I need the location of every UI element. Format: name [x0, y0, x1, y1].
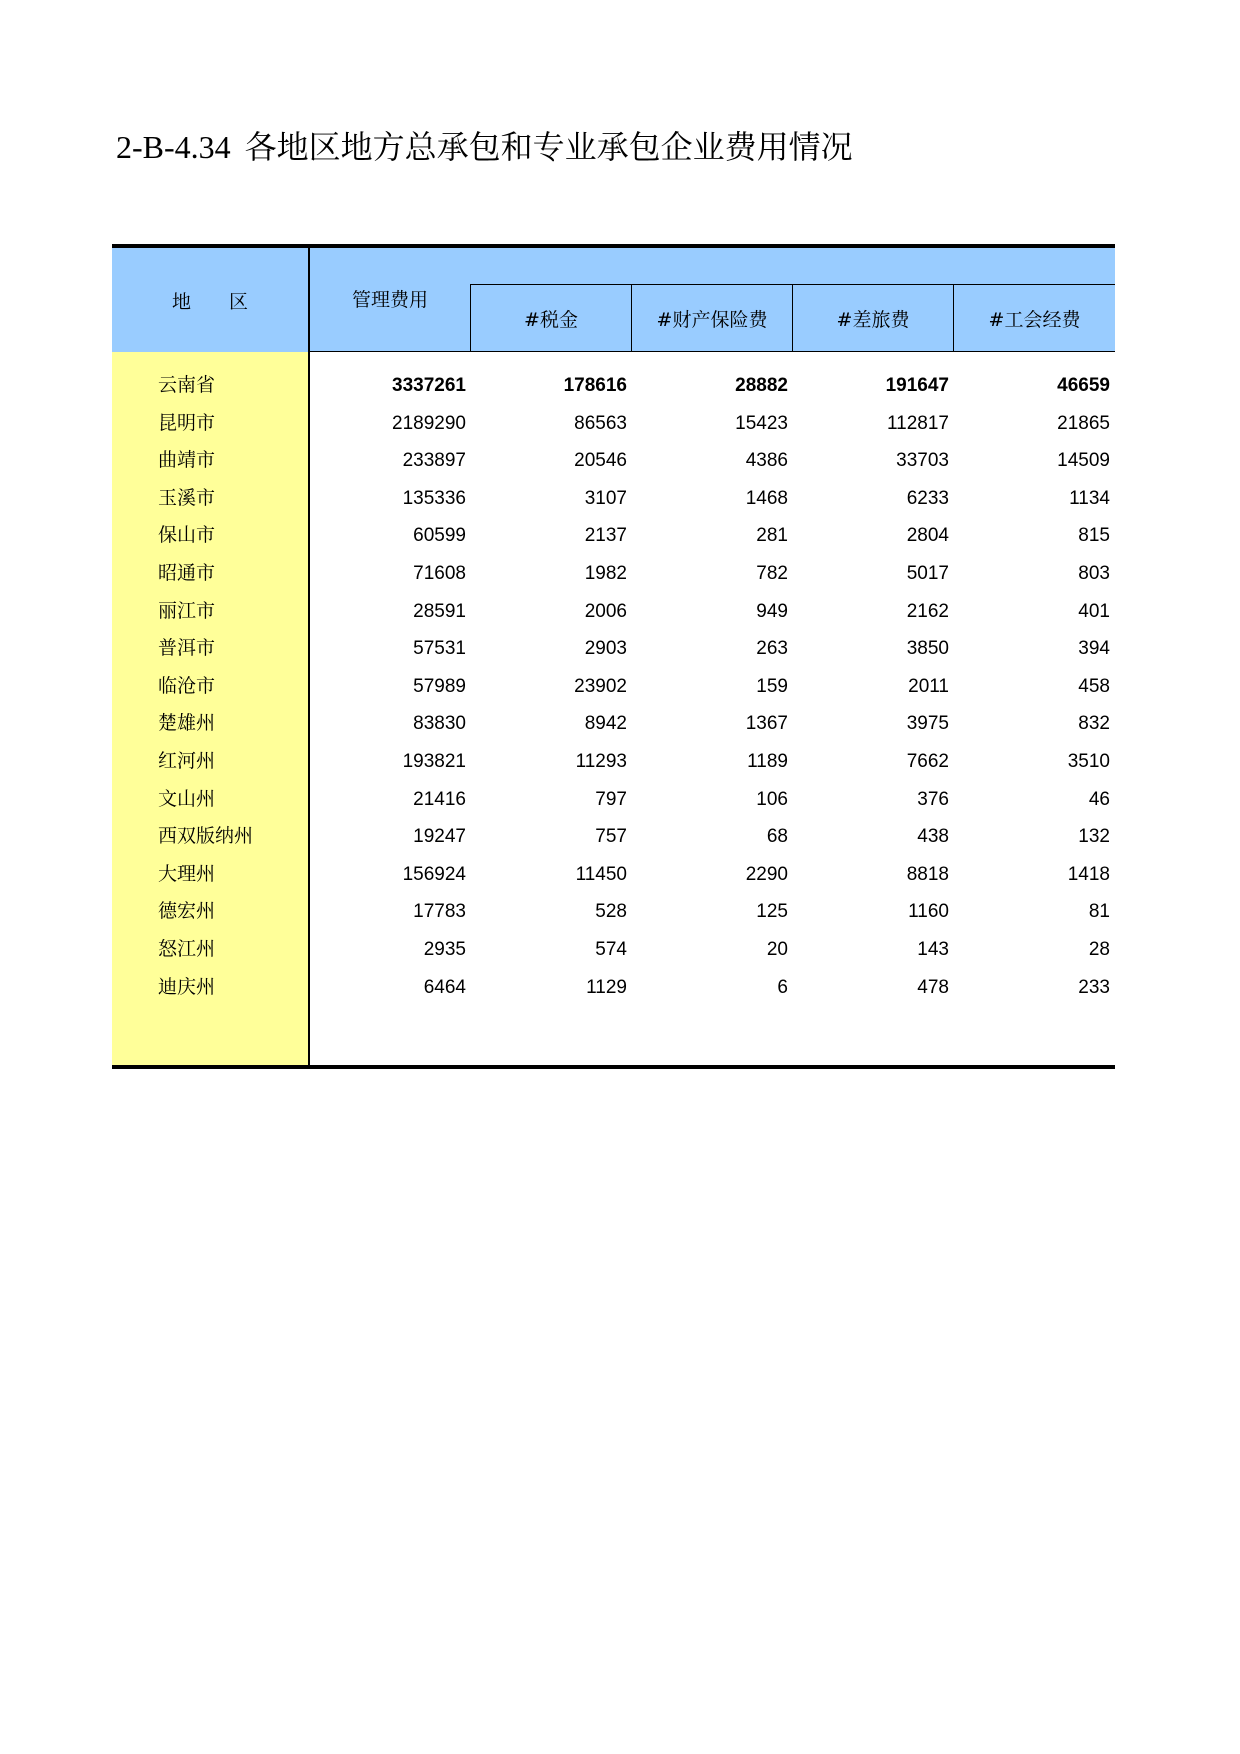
cell-insurance: 159 [756, 675, 788, 697]
table-row [112, 818, 1115, 856]
cell-management: 6464 [423, 976, 466, 998]
cell-union: 815 [1078, 525, 1110, 547]
cell-management: 57531 [413, 638, 466, 660]
cell-travel: 2011 [908, 675, 949, 697]
region-name: 玉溪市 [158, 486, 216, 509]
region-name: 迪庆州 [158, 975, 216, 998]
cell-union: 401 [1078, 600, 1110, 622]
cell-tax: 1982 [584, 563, 627, 584]
cell-travel: 1160 [908, 901, 949, 923]
cell-union: 803 [1078, 563, 1110, 584]
cell-union: 3510 [1067, 751, 1110, 772]
cell-insurance: 2290 [745, 863, 788, 885]
cell-insurance: 4386 [745, 450, 788, 472]
cell-union: 81 [1088, 901, 1110, 923]
region-name: 丽江市 [158, 599, 216, 622]
table-row [112, 517, 1115, 555]
table-row [112, 442, 1115, 480]
cell-union: 233 [1078, 976, 1110, 998]
table-row [112, 668, 1115, 706]
table-row [112, 969, 1115, 1007]
region-name: 普洱市 [158, 637, 216, 660]
cell-management: 83830 [413, 713, 466, 735]
cell-union: 28 [1088, 939, 1110, 960]
region-name: 文山州 [158, 787, 216, 810]
data-table [112, 244, 1115, 1069]
cell-insurance: 106 [756, 788, 788, 810]
cell-tax: 23902 [574, 675, 627, 697]
cell-travel: 112817 [887, 412, 949, 434]
table-row [112, 743, 1115, 781]
cell-management: 193821 [402, 751, 466, 772]
region-name: 楚雄州 [158, 712, 216, 735]
cell-insurance: 68 [766, 826, 788, 848]
cell-insurance: 6 [777, 976, 788, 998]
cell-travel: 191647 [885, 375, 949, 396]
cell-insurance: 782 [756, 563, 788, 584]
region-name: 德宏州 [158, 900, 216, 923]
cell-insurance: 20 [766, 939, 788, 960]
cell-management: 156924 [402, 863, 466, 885]
table-row [112, 705, 1115, 743]
cell-insurance: 28882 [735, 375, 788, 396]
cell-management: 233897 [402, 450, 466, 472]
cell-travel: 8818 [906, 863, 949, 885]
cell-tax: 2903 [584, 638, 627, 660]
cell-insurance: 281 [756, 525, 788, 547]
cell-insurance: 125 [756, 901, 788, 923]
cell-management: 2189290 [392, 412, 466, 434]
cell-management: 21416 [413, 788, 466, 810]
region-name: 云南省 [158, 374, 216, 396]
region-name: 曲靖市 [158, 449, 216, 472]
cell-travel: 3850 [906, 638, 949, 660]
region-name: 红河州 [158, 750, 216, 772]
cell-insurance: 1367 [745, 713, 788, 735]
cell-union: 21865 [1057, 412, 1110, 434]
table-row [112, 593, 1115, 631]
cell-travel: 7662 [906, 751, 949, 772]
cell-insurance: 1468 [745, 487, 788, 509]
cell-management: 60599 [413, 525, 466, 547]
table-row-total [112, 367, 1115, 405]
cell-travel: 2162 [906, 600, 949, 622]
cell-travel: 376 [917, 788, 949, 810]
cell-insurance: 949 [756, 600, 788, 622]
cell-tax: 3107 [584, 487, 627, 509]
cell-management: 2935 [423, 939, 466, 960]
cell-union: 1418 [1067, 863, 1110, 885]
region-name: 昆明市 [158, 411, 216, 434]
table-title-text: 各地区地方总承包和专业承包企业费用情况 [244, 129, 853, 165]
cell-tax: 1129 [586, 976, 627, 998]
cell-travel: 6233 [906, 487, 949, 509]
header-property-insurance: #财产保险费 [631, 284, 792, 352]
table-row [112, 781, 1115, 819]
cell-travel: 2804 [906, 525, 949, 547]
region-name: 怒江州 [158, 938, 216, 960]
region-name: 昭通市 [158, 562, 216, 584]
cell-union: 132 [1078, 826, 1110, 848]
table-bottom-rule [112, 1065, 1115, 1069]
table-row [112, 856, 1115, 894]
cell-union: 46659 [1057, 375, 1110, 396]
cell-management: 3337261 [392, 375, 466, 396]
cell-travel: 438 [917, 826, 949, 848]
cell-tax: 757 [595, 826, 627, 848]
table-row [112, 893, 1115, 931]
cell-tax: 797 [595, 788, 627, 810]
cell-tax: 11450 [575, 863, 627, 885]
page-title [116, 122, 853, 168]
cell-union: 832 [1078, 713, 1110, 735]
cell-tax: 178616 [563, 375, 627, 396]
cell-union: 394 [1078, 638, 1110, 660]
cell-tax: 8942 [584, 713, 627, 735]
cell-management: 28591 [413, 600, 466, 622]
cell-tax: 11293 [575, 751, 627, 772]
cell-insurance: 15423 [735, 412, 788, 434]
cell-tax: 2137 [584, 525, 627, 547]
table-row [112, 480, 1115, 518]
header-tax: #税金 [470, 284, 631, 352]
cell-tax: 574 [595, 939, 627, 960]
cell-tax: 2006 [584, 600, 627, 622]
region-name: 西双版纳州 [158, 825, 254, 848]
region-name: 大理州 [158, 862, 216, 885]
cell-travel: 5017 [906, 563, 949, 584]
cell-travel: 478 [917, 976, 949, 998]
region-name: 保山市 [158, 524, 216, 547]
header-management-fee: 管理费用 [351, 288, 428, 311]
cell-travel: 143 [917, 939, 949, 960]
cell-tax: 20546 [574, 450, 627, 472]
cell-union: 458 [1078, 675, 1110, 697]
cell-union: 14509 [1057, 450, 1110, 472]
cell-insurance: 263 [756, 638, 788, 660]
region-column-header: 地 区 [112, 248, 308, 352]
cell-management: 135336 [402, 487, 466, 509]
cell-management: 17783 [413, 901, 466, 923]
table-row [112, 405, 1115, 443]
table-code: 2-B-4.34 [116, 129, 231, 165]
cell-union: 46 [1088, 788, 1110, 810]
cell-tax: 528 [595, 901, 627, 923]
cell-management: 71608 [413, 563, 466, 584]
table-row [112, 555, 1115, 593]
cell-insurance: 1189 [747, 751, 788, 772]
header-travel-expense: #差旅费 [792, 284, 953, 352]
region-name: 临沧市 [158, 674, 216, 697]
table-row [112, 630, 1115, 668]
cell-travel: 3975 [906, 713, 949, 735]
cell-management: 57989 [413, 675, 466, 697]
cell-travel: 33703 [896, 450, 949, 472]
cell-union: 1134 [1069, 487, 1110, 509]
header-bottom-rule [310, 351, 1115, 352]
cell-management: 19247 [413, 826, 466, 848]
header-union-fee: #工会经费 [953, 284, 1115, 352]
table-row [112, 931, 1115, 969]
cell-tax: 86563 [574, 412, 627, 434]
